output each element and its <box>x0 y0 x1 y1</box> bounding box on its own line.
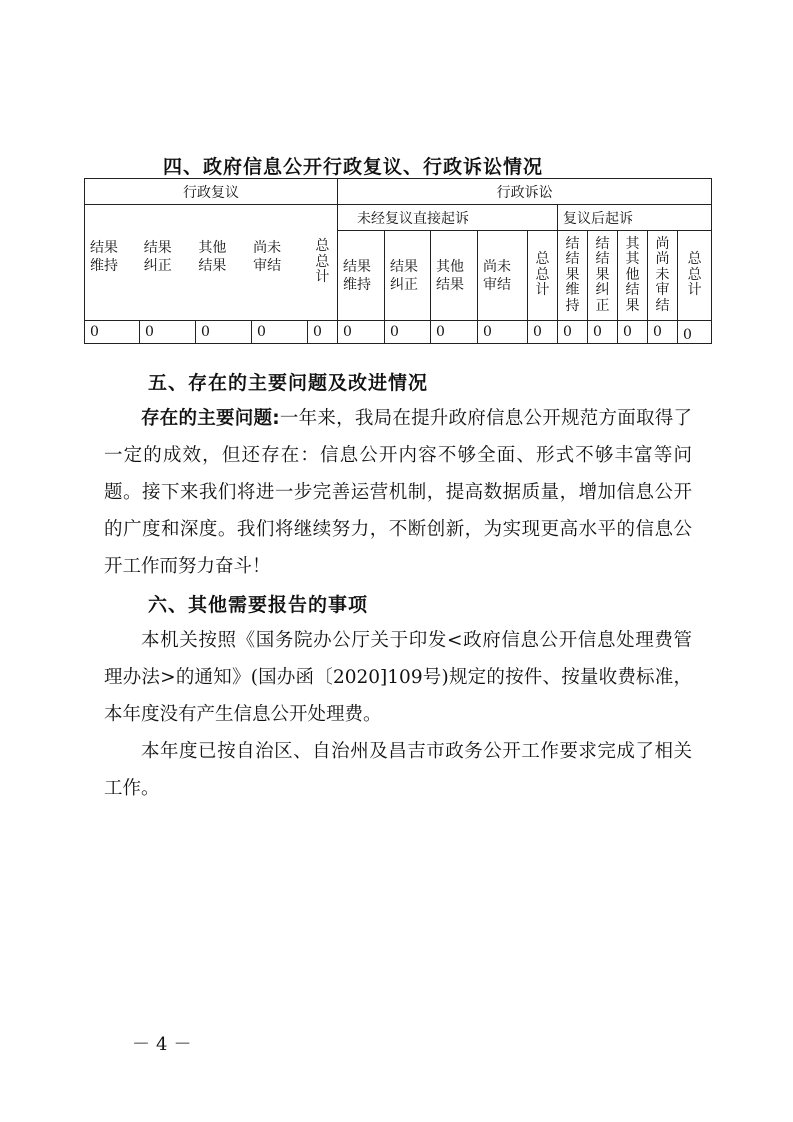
main-issues-lead: 存在的主要问题: <box>141 408 280 429</box>
section-6-title: 六、其他需要报告的事项 <box>148 594 369 616</box>
direct-col-header: 结果纠正 <box>385 231 431 321</box>
completion-paragraph: 本年度已按自治区、自治州及昌吉市政务公开工作要求完成了相关工作。 <box>104 741 692 799</box>
after-review-header: 复议后起诉 <box>558 205 712 231</box>
after-col-header: 总总计 <box>678 231 712 321</box>
section-5-paragraph <box>104 400 692 585</box>
table-cell: 0 <box>588 321 618 344</box>
direct-col-header: 其他结果 <box>431 231 478 321</box>
direct-suit-header: 未经复议直接起诉 <box>338 205 558 231</box>
table-cell: 0 <box>431 321 478 344</box>
table-cell: 0 <box>385 321 431 344</box>
review-col-header: 其他结果 <box>198 240 227 275</box>
table-cell: 0 <box>252 321 308 344</box>
table-cell: 0 <box>648 321 678 344</box>
section-4-title: 四、政府信息公开行政复议、行政诉讼情况 <box>163 156 544 178</box>
direct-col-header: 总总计 <box>528 231 558 321</box>
after-col-header: 尚尚未审结 <box>648 231 678 321</box>
after-col-header: 结结果维持 <box>558 231 588 321</box>
table-cell: 0 <box>338 321 385 344</box>
review-lawsuit-table <box>84 178 712 344</box>
section-5-title: 五、存在的主要问题及改进情况 <box>148 372 429 394</box>
table-cell: 0 <box>618 321 648 344</box>
lawsuit-header: 行政诉讼 <box>338 179 712 205</box>
table-cell: 0 <box>196 321 252 344</box>
direct-col-header: 尚未审结 <box>478 231 528 321</box>
direct-col-header: 结果维持 <box>338 231 385 321</box>
table-cell: 0 <box>478 321 528 344</box>
after-col-header: 其其他结果 <box>618 231 648 321</box>
review-header: 行政复议 <box>85 179 338 205</box>
table-cell: 0 <box>308 321 338 344</box>
table-header-row-1 <box>85 179 712 205</box>
table-cell: 0 <box>140 321 196 344</box>
table-cell: 0 <box>678 321 712 344</box>
review-col-header: 结果维持 <box>90 240 118 275</box>
review-col-group <box>85 205 338 321</box>
page-number: －4－ <box>132 1034 198 1055</box>
table-cell: 0 <box>558 321 588 344</box>
review-col-header: 总总计 <box>315 238 330 286</box>
table-cell: 0 <box>85 321 140 344</box>
main-issues-body: 一年来，我局在提升政府信息公开规范方面取得了一定的成效，但还存在：信息公开内容不够全面、形式不够丰富等问题。接下来我们将进一步完善运营机制，提高数据质量，增加信息公开的广度和深度。我们将继续努力，不断创新，为实现更高水平的信息公开工作而努力奋斗！ <box>104 408 692 577</box>
table-cell: 0 <box>528 321 558 344</box>
review-col-header: 结果纠正 <box>143 240 172 275</box>
table-row <box>85 321 712 344</box>
table-header-row-2 <box>85 205 712 231</box>
after-col-header: 结结果纠正 <box>588 231 618 321</box>
fee-paragraph: 本机关按照《国务院办公厅关于印发<政府信息公开信息处理费管理办法>的通知》(国办函〔2020]109号)规定的按件、按量收费标准，本年度没有产生信息公开处理费。 <box>104 630 692 725</box>
review-col-header: 尚未审结 <box>253 240 282 275</box>
